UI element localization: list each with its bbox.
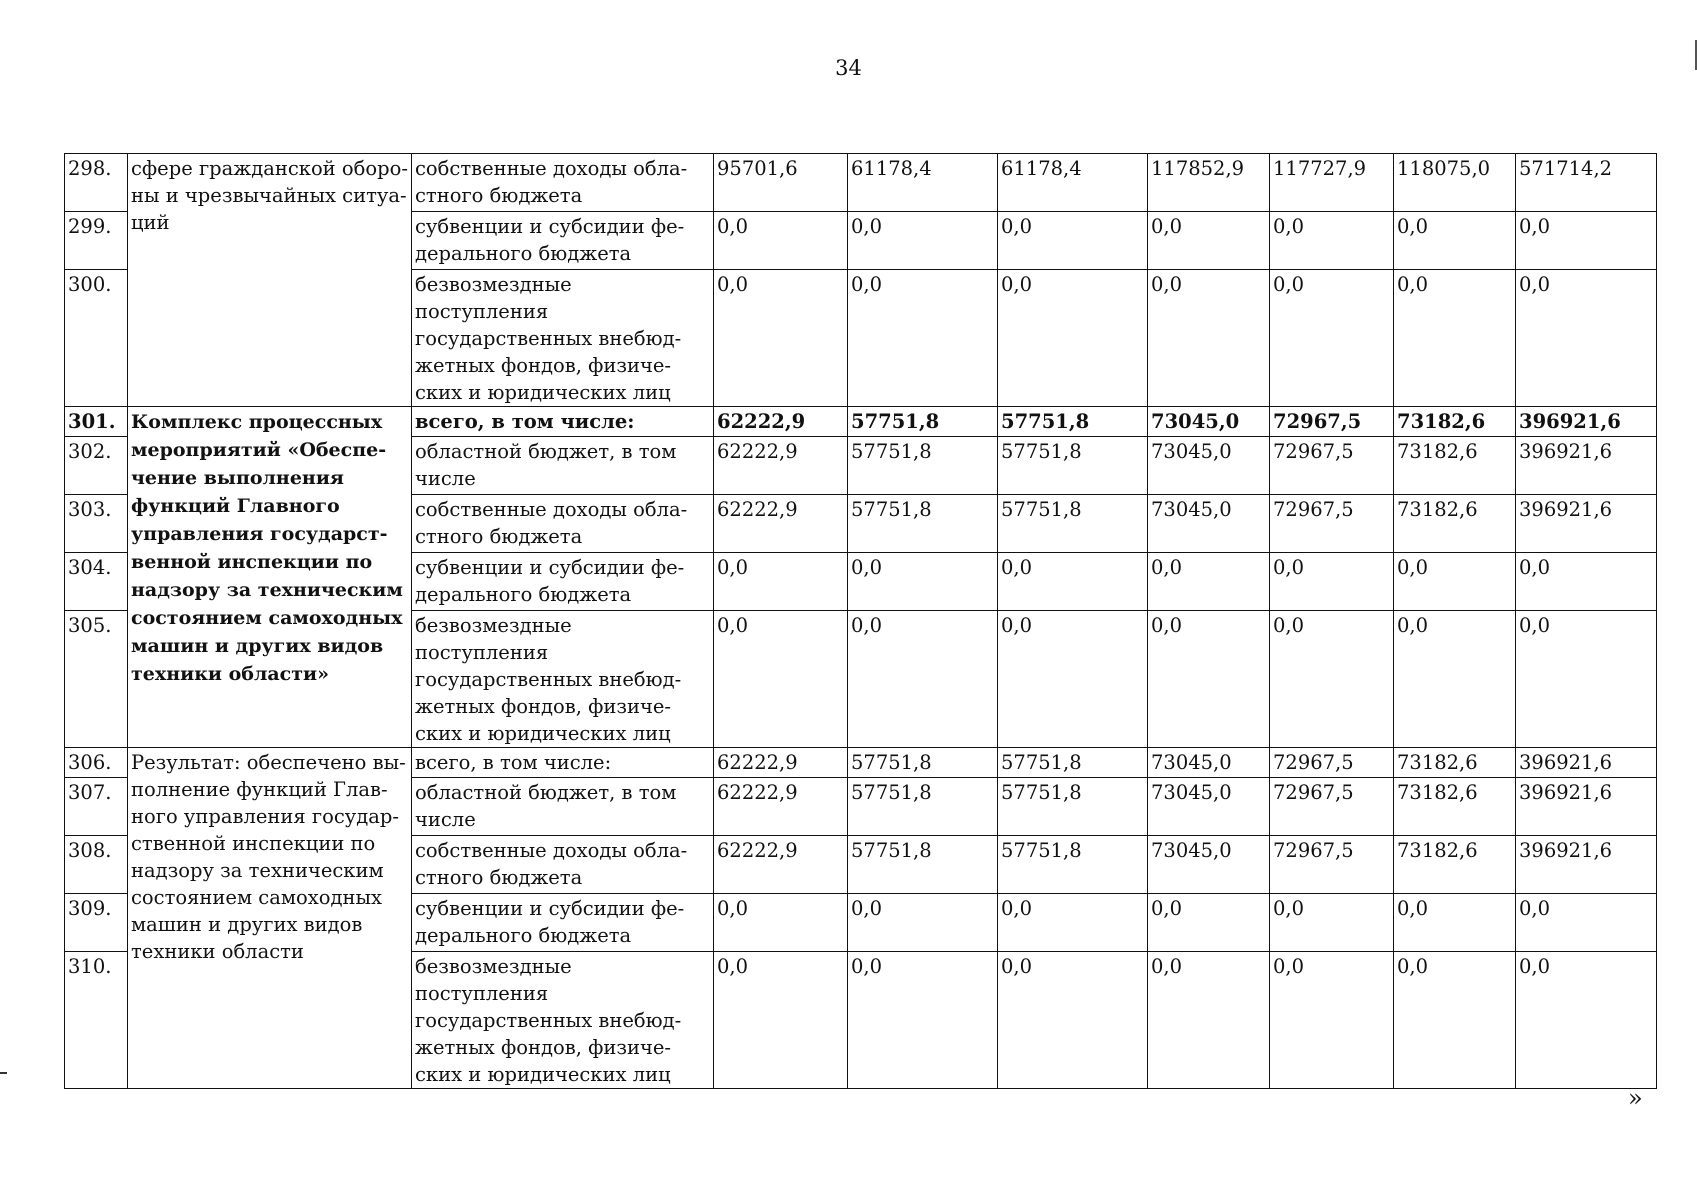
amount-cell: 0,0 <box>1516 270 1657 407</box>
amount-cell: 0,0 <box>1516 894 1657 952</box>
amount-cell: 0,0 <box>998 611 1148 748</box>
amount-cell: 57751,8 <box>998 437 1148 495</box>
amount-cell: 73045,0 <box>1148 836 1270 894</box>
amount-cell: 57751,8 <box>848 495 998 553</box>
row-number: 308. <box>65 836 128 894</box>
amount-cell: 73182,6 <box>1394 778 1516 836</box>
funding-source: областной бюджет, в том числе <box>412 437 714 495</box>
amount-cell: 73182,6 <box>1394 836 1516 894</box>
amount-cell: 0,0 <box>1148 212 1270 270</box>
funding-source: субвенции и субсидии фе-дерального бюджета <box>412 212 714 270</box>
budget-table <box>64 153 1657 1089</box>
amount-cell: 57751,8 <box>998 748 1148 778</box>
amount-cell: 0,0 <box>1270 553 1394 611</box>
amount-cell: 0,0 <box>1516 952 1657 1089</box>
amount-cell: 73182,6 <box>1394 495 1516 553</box>
amount-cell: 72967,5 <box>1270 748 1394 778</box>
row-number: 299. <box>65 212 128 270</box>
closing-quote-mark: » <box>1628 1084 1643 1112</box>
amount-cell: 0,0 <box>998 212 1148 270</box>
funding-source: областной бюджет, в том числе <box>412 778 714 836</box>
funding-source: субвенции и субсидии фе-дерального бюджета <box>412 553 714 611</box>
amount-cell: 0,0 <box>714 553 848 611</box>
amount-cell: 0,0 <box>848 553 998 611</box>
amount-cell: 72967,5 <box>1270 495 1394 553</box>
amount-cell: 118075,0 <box>1394 154 1516 212</box>
amount-cell: 57751,8 <box>998 495 1148 553</box>
amount-cell: 0,0 <box>1394 952 1516 1089</box>
amount-cell: 62222,9 <box>714 778 848 836</box>
amount-cell: 0,0 <box>848 611 998 748</box>
funding-source: всего, в том числе: <box>412 407 714 437</box>
amount-cell: 57751,8 <box>848 748 998 778</box>
row-number: 300. <box>65 270 128 407</box>
amount-cell: 0,0 <box>1516 212 1657 270</box>
amount-cell: 72967,5 <box>1270 778 1394 836</box>
table-body <box>65 154 1657 1089</box>
amount-cell: 0,0 <box>848 270 998 407</box>
funding-source: безвозмездные поступления государственных внебюд-жетных фондов, физиче-ских и юридических лиц <box>412 611 714 748</box>
row-number: 309. <box>65 894 128 952</box>
amount-cell: 0,0 <box>1148 952 1270 1089</box>
amount-cell: 0,0 <box>1394 611 1516 748</box>
row-number: 310. <box>65 952 128 1089</box>
amount-cell: 0,0 <box>848 952 998 1089</box>
amount-cell: 73045,0 <box>1148 495 1270 553</box>
scan-edge-mark-left <box>0 1072 7 1074</box>
amount-cell: 0,0 <box>714 270 848 407</box>
row-number: 301. <box>65 407 128 437</box>
row-number: 306. <box>65 748 128 778</box>
amount-cell: 0,0 <box>1270 270 1394 407</box>
amount-cell: 72967,5 <box>1270 407 1394 437</box>
amount-cell: 0,0 <box>1394 553 1516 611</box>
amount-cell: 396921,6 <box>1516 495 1657 553</box>
table-row <box>65 748 1657 778</box>
table-row <box>65 154 1657 212</box>
amount-cell: 0,0 <box>1516 611 1657 748</box>
amount-cell: 0,0 <box>998 270 1148 407</box>
amount-cell: 396921,6 <box>1516 407 1657 437</box>
amount-cell: 0,0 <box>1148 611 1270 748</box>
table-row <box>65 407 1657 437</box>
amount-cell: 57751,8 <box>848 437 998 495</box>
amount-cell: 0,0 <box>998 952 1148 1089</box>
amount-cell: 73045,0 <box>1148 407 1270 437</box>
amount-cell: 0,0 <box>998 553 1148 611</box>
amount-cell: 57751,8 <box>998 778 1148 836</box>
amount-cell: 0,0 <box>1394 894 1516 952</box>
funding-source: собственные доходы обла-стного бюджета <box>412 495 714 553</box>
page-number: 34 <box>835 56 862 80</box>
row-number: 298. <box>65 154 128 212</box>
amount-cell: 0,0 <box>1394 212 1516 270</box>
amount-cell: 0,0 <box>1516 553 1657 611</box>
amount-cell: 62222,9 <box>714 407 848 437</box>
amount-cell: 0,0 <box>1270 952 1394 1089</box>
amount-cell: 73045,0 <box>1148 748 1270 778</box>
funding-source: субвенции и субсидии фе-дерального бюджета <box>412 894 714 952</box>
amount-cell: 57751,8 <box>998 836 1148 894</box>
amount-cell: 0,0 <box>1148 553 1270 611</box>
amount-cell: 0,0 <box>848 894 998 952</box>
funding-source: собственные доходы обла-стного бюджета <box>412 836 714 894</box>
amount-cell: 0,0 <box>848 212 998 270</box>
amount-cell: 72967,5 <box>1270 437 1394 495</box>
amount-cell: 117852,9 <box>1148 154 1270 212</box>
program-name: Комплекс процессных мероприятий «Обеспе-чение выполнения функций Главного управления государст-венной инспекции по надзору за техническим состоянием самоходных машин и других видов техники области» <box>128 407 412 748</box>
amount-cell: 396921,6 <box>1516 437 1657 495</box>
amount-cell: 0,0 <box>998 894 1148 952</box>
row-number: 307. <box>65 778 128 836</box>
row-number: 303. <box>65 495 128 553</box>
funding-source: безвозмездные поступления государственных внебюд-жетных фондов, физиче-ских и юридических лиц <box>412 952 714 1089</box>
funding-source: собственные доходы обла-стного бюджета <box>412 154 714 212</box>
amount-cell: 0,0 <box>714 611 848 748</box>
amount-cell: 62222,9 <box>714 836 848 894</box>
amount-cell: 61178,4 <box>848 154 998 212</box>
amount-cell: 396921,6 <box>1516 778 1657 836</box>
amount-cell: 0,0 <box>1270 212 1394 270</box>
amount-cell: 73045,0 <box>1148 437 1270 495</box>
amount-cell: 57751,8 <box>848 836 998 894</box>
row-number: 302. <box>65 437 128 495</box>
amount-cell: 61178,4 <box>998 154 1148 212</box>
amount-cell: 0,0 <box>714 212 848 270</box>
amount-cell: 0,0 <box>714 952 848 1089</box>
amount-cell: 396921,6 <box>1516 748 1657 778</box>
amount-cell: 0,0 <box>1148 894 1270 952</box>
amount-cell: 0,0 <box>1148 270 1270 407</box>
amount-cell: 57751,8 <box>998 407 1148 437</box>
funding-source: безвозмездные поступления государственных внебюд-жетных фондов, физиче-ских и юридических лиц <box>412 270 714 407</box>
amount-cell: 95701,6 <box>714 154 848 212</box>
amount-cell: 57751,8 <box>848 778 998 836</box>
amount-cell: 0,0 <box>714 894 848 952</box>
row-number: 304. <box>65 553 128 611</box>
program-name: сфере гражданской оборо-ны и чрезвычайных ситуа-ций <box>128 154 412 407</box>
row-number: 305. <box>65 611 128 748</box>
amount-cell: 73182,6 <box>1394 748 1516 778</box>
amount-cell: 0,0 <box>1394 270 1516 407</box>
amount-cell: 62222,9 <box>714 495 848 553</box>
amount-cell: 571714,2 <box>1516 154 1657 212</box>
amount-cell: 73182,6 <box>1394 407 1516 437</box>
amount-cell: 396921,6 <box>1516 836 1657 894</box>
amount-cell: 62222,9 <box>714 748 848 778</box>
amount-cell: 72967,5 <box>1270 836 1394 894</box>
funding-source: всего, в том числе: <box>412 748 714 778</box>
amount-cell: 62222,9 <box>714 437 848 495</box>
amount-cell: 73045,0 <box>1148 778 1270 836</box>
amount-cell: 0,0 <box>1270 894 1394 952</box>
amount-cell: 57751,8 <box>848 407 998 437</box>
amount-cell: 0,0 <box>1270 611 1394 748</box>
amount-cell: 117727,9 <box>1270 154 1394 212</box>
program-name: Результат: обеспечено вы-полнение функций Глав-ного управления государ-ственной инспекции по надзору за техническим состоянием самоходных машин и других видов техники области <box>128 748 412 1089</box>
amount-cell: 73182,6 <box>1394 437 1516 495</box>
